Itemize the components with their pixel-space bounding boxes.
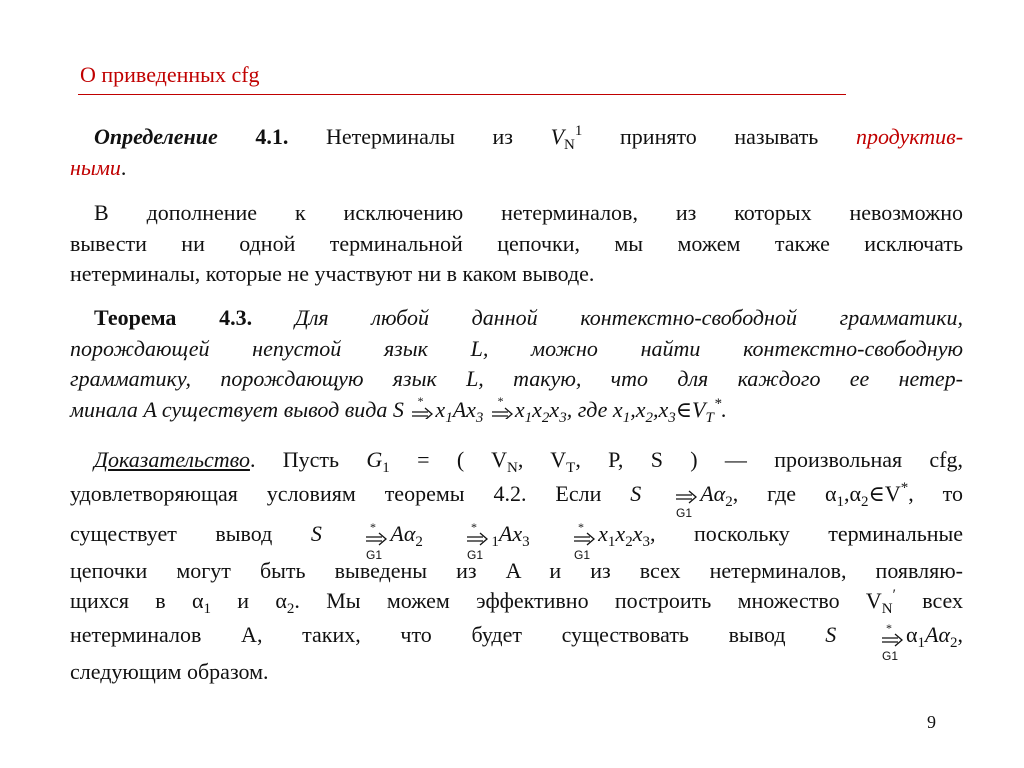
derives-star-g1-arrow-icon [462, 522, 490, 562]
sub-1: 1 [445, 409, 453, 426]
theorem-text: , где x [566, 396, 623, 422]
proof-text: , P, S ) — произвольная cfg, [575, 447, 964, 472]
definition-paragraph [70, 122, 963, 183]
theorem-text: ,x [630, 396, 646, 422]
title-underline [78, 94, 846, 95]
arrow-star: * [417, 397, 424, 409]
sub-1: 1 [607, 533, 616, 550]
derives-star-arrow-icon [410, 397, 434, 419]
theorem-text: минала A существует вывод вида S [70, 396, 404, 422]
sub-2: 2 [950, 634, 958, 651]
definition-term-end: ными [70, 154, 121, 180]
sub-3: 3 [522, 533, 530, 550]
proof-text: ∈V [868, 480, 901, 506]
addition-line-3: нетерминалы, которые не участвуют ни в каком выводе. [70, 261, 595, 286]
theorem-paragraph [70, 303, 963, 425]
proof-text: Aα [925, 621, 951, 647]
derives-g1-arrow-icon [671, 482, 699, 522]
proof-text: x [615, 520, 626, 546]
proof-line-6 [70, 617, 964, 663]
theorem-text: ∈V [675, 396, 706, 422]
proof-text: , то [908, 480, 963, 506]
arrow-star: * [885, 622, 892, 635]
theorem-text: Для любой данной контекстно-свободной грамматики, [294, 305, 963, 330]
proof-symbol: G [366, 447, 383, 472]
sub-1: 1 [491, 533, 499, 550]
sub-2: 2 [625, 533, 633, 550]
sub-3: 3 [668, 409, 676, 426]
proof-symbol: S [630, 480, 642, 506]
definition-text: принято называть [620, 124, 819, 149]
proof-text: удовлетворяющая условиям теоремы 4.2. Если [70, 480, 602, 506]
definition-term: продуктив- [855, 124, 964, 149]
sub-N: N [881, 601, 893, 617]
definition-symbol-sup: 1 [574, 123, 583, 139]
definition-number: 4.1. [255, 124, 289, 149]
proof-text: α [905, 621, 918, 647]
theorem-line-3: грамматику, порождающую язык L, такую, что для каждого ее нетер- [70, 366, 963, 391]
arrow-grammar: G1 [881, 648, 898, 663]
proof-text: = ( V [417, 447, 507, 472]
sub-3: 3 [559, 409, 567, 426]
theorem-text: x [532, 396, 542, 422]
proof-text: Ax [498, 520, 523, 546]
proof-text: x [598, 520, 608, 546]
definition-label: Определение [94, 124, 218, 149]
proof-text: . Пусть [249, 447, 340, 472]
sub-2: 2 [725, 493, 733, 510]
proof-symbol: S [825, 621, 837, 647]
arrow-grammar: G1 [676, 505, 693, 520]
sub-2: 2 [286, 601, 295, 617]
proof-text: щихся в α [70, 588, 204, 613]
sup-prime: ′ [892, 587, 896, 603]
sub-1: 1 [917, 634, 926, 651]
proof-line-7: следующим образом. [70, 658, 269, 684]
theorem-line-2: порождающей непустой язык L, можно найти контекстно-свободную [70, 335, 963, 361]
sub-2: 2 [645, 409, 653, 426]
theorem-text: x [514, 396, 525, 422]
proof-text: , поскольку терминальные [649, 520, 964, 546]
sub-1: 1 [622, 409, 631, 426]
sub-1: 1 [203, 601, 211, 617]
arrow-star: * [471, 521, 478, 534]
proof-line-1 [70, 445, 963, 476]
proof-text: , где α [732, 480, 837, 506]
definition-line-2 [70, 153, 963, 184]
proof-line-5 [70, 586, 963, 617]
sub-T: T [566, 460, 576, 476]
proof-line-4: цепочки могут быть выведены из A и из всех нетерминалов, появляю- [70, 557, 963, 583]
proof-text: нетерминалов A, таких, что будет существовать вывод [70, 621, 786, 647]
addition-line-1: В дополнение к исключению нетерминалов, из которых невозможно [94, 200, 963, 225]
definition-period: . [120, 154, 127, 180]
sub-3: 3 [475, 409, 484, 426]
addition-line-2: вывести ни одной терминальной цепочки, мы можем также исключать [70, 230, 963, 256]
sub-2: 2 [541, 409, 550, 426]
arrow-grammar: G1 [366, 547, 383, 562]
page-number: 9 [927, 712, 936, 732]
sub-1: 1 [524, 409, 533, 426]
theorem-line-1 [70, 303, 963, 334]
proof-text: . Мы можем эффективно построить множество V [294, 588, 882, 613]
proof-line-2 [70, 476, 963, 520]
sub-T: T [705, 409, 714, 426]
proof-text: и α [211, 588, 287, 613]
proof-label: Доказательство [94, 447, 250, 472]
definition-line-1 [70, 122, 963, 153]
arrow-star: * [370, 521, 377, 534]
sub-1: 1 [836, 493, 845, 510]
theorem-line-4 [70, 395, 963, 426]
definition-symbol-sub: N [564, 137, 575, 153]
theorem-label: Теорема 4.3. [94, 305, 253, 330]
definition-symbol: V [550, 124, 565, 149]
arrow-star: * [496, 397, 503, 409]
proof-text: Aα [390, 520, 416, 546]
derives-star-g1-arrow-icon [877, 623, 905, 663]
proof-text: , [957, 621, 964, 647]
proof-text: Aα [700, 480, 726, 506]
arrow-grammar: G1 [574, 547, 591, 562]
slide-title: О приведенных cfg [80, 62, 260, 87]
derives-star-g1-arrow-icon [569, 522, 597, 562]
proof-text: ,α [844, 480, 862, 506]
theorem-text: x [435, 396, 446, 422]
sup-star: * [900, 479, 909, 496]
addition-paragraph [70, 198, 963, 290]
theorem-text: ,x [652, 396, 669, 422]
sup-star: * [713, 395, 722, 412]
sub-1: 1 [382, 460, 390, 476]
arrow-star: * [578, 521, 585, 534]
derives-star-g1-arrow-icon [361, 522, 389, 562]
theorem-period: . [721, 396, 727, 422]
derives-star-arrow-icon [490, 397, 514, 419]
proof-text: всех [895, 588, 963, 613]
sub-2: 2 [861, 493, 869, 510]
sub-N: N [506, 460, 518, 476]
proof-symbol: S [310, 520, 322, 546]
definition-text: Нетерминалы из [326, 124, 513, 149]
arrow-grammar: G1 [467, 547, 484, 562]
sub-3: 3 [642, 533, 650, 550]
proof-text: , V [517, 447, 567, 472]
proof-text: x [632, 520, 643, 546]
theorem-text: x [549, 396, 560, 422]
proof-paragraph [70, 445, 963, 687]
sub-2: 2 [415, 533, 423, 550]
proof-line-3 [70, 516, 964, 562]
theorem-text: Ax [452, 396, 476, 422]
proof-text: существует вывод [70, 520, 273, 546]
